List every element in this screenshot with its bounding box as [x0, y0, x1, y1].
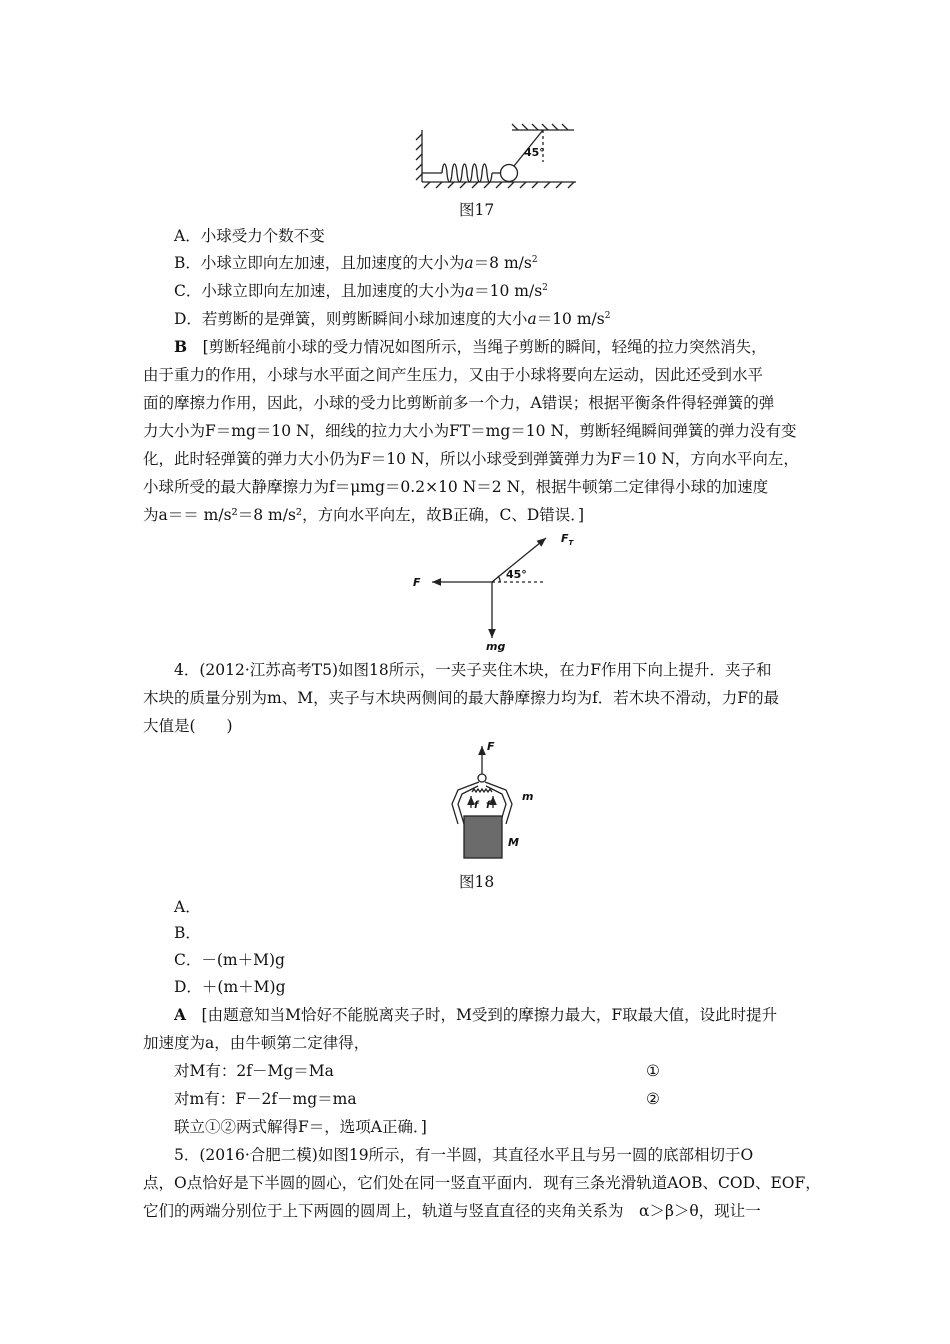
figure-18-label-big-m: M: [508, 836, 519, 849]
q3-explanation-line-5: 化，此时轻弹簧的弹力大小仍为F＝10 N，所以小球受到弹簧弹力为F＝10 N，方向水平向左，: [143, 450, 799, 468]
figure-18-label-m: m: [522, 790, 534, 803]
figure-18-label-f-left: f: [474, 800, 479, 811]
figure-18-label-f-force: F: [487, 740, 495, 753]
q3-explanation-line-6: 小球所受的最大静摩擦力为f＝μmg＝0.2×10 N＝2 N，根据牛顿第二定律得小球的加速度: [143, 478, 769, 496]
q4-equation-1-mark: ①: [646, 1062, 660, 1080]
figure-17-caption: 图17: [459, 201, 495, 219]
q5-stem-line-3: 它们的两端分别位于上下两圆的圆周上，轨道与竖直直径的夹角关系为 α＞β＞θ，现让一: [143, 1202, 761, 1220]
q4-equation-2: 对m有：F－2f－mg＝ma ②: [174, 1090, 660, 1108]
q3-explanation-line-1: B [剪断轻绳前小球的受力情况如图所示，当绳子剪断的瞬间，轻绳的拉力突然消失，: [174, 337, 767, 356]
q3-option-a: A．小球受力个数不变: [174, 227, 325, 245]
figure-17-spring-ball: [412, 122, 578, 192]
q4-answer-letter: A: [174, 1005, 187, 1024]
q3-option-d: D．若剪断的是弹簧，则剪断瞬间小球加速度的大小a＝10 $m/s^2$: [174, 310, 611, 328]
force-label-ft: $F_T$: [561, 532, 574, 547]
q4-explanation-line-2: 加速度为a，由牛顿第二定律得，: [143, 1034, 370, 1052]
q4-stem-line-2: 木块的质量分别为m、M，夹子与木块两侧间的最大静摩擦力均为f．若木块不滑动，力F的最: [143, 689, 780, 707]
q3-explanation-line-2: 由于重力的作用，小球与水平面之间产生压力，又由于小球将要向左运动，因此还受到水平: [143, 366, 764, 384]
q3-explanation-line-4: 力大小为F＝mg＝10 N，细线的拉力大小为FT＝mg＝10 N，剪断轻绳瞬间弹簧的弹力没有变: [143, 422, 797, 440]
q4-option-c: C．－(m＋M)g: [174, 951, 285, 969]
q3-option-c: C．小球立即向左加速，且加速度的大小为a＝10 $m/s^2$: [174, 282, 548, 300]
figure-18-clamp-block: [438, 738, 548, 862]
force-diagram: [400, 528, 590, 654]
q4-equation-2-mark: ②: [646, 1090, 660, 1108]
q4-stem-line-1: 4．(2012·江苏高考T5)如图18所示，一夹子夹住木块，在力F作用下向上提升．夹子和: [174, 661, 772, 679]
q4-conclusion: 联立①②两式解得F＝，选项A正确．]: [174, 1118, 427, 1136]
force-label-mg: mg: [486, 640, 506, 653]
q5-stem-line-2: 点，O点恰好是下半圆的圆心，它们处在同一竖直平面内．现有三条光滑轨道AOB、COD、EOF，: [143, 1174, 821, 1192]
force-angle-label: 45°: [506, 568, 527, 581]
figure-17-angle-label: 45°: [524, 146, 545, 159]
q3-explanation-line-3: 面的摩擦力作用，因此，小球的受力比剪断前多一个力，A错误；根据平衡条件得轻弹簧的弹: [143, 394, 775, 412]
q3-option-b: B．小球立即向左加速，且加速度的大小为a＝8 $m/s^2$: [174, 254, 538, 272]
q4-equation-1: 对M有：2f－Mg＝Ma ①: [174, 1062, 660, 1080]
q5-stem-line-1: 5．(2016·合肥二模)如图19所示，有一半圆，其直径水平且与另一圆的底部相切于O: [174, 1146, 754, 1164]
figure-18-caption: 图18: [459, 873, 495, 891]
force-label-f: F: [413, 576, 421, 589]
q4-explanation-line-1: A [由题意知当M恰好不能脱离夹子时，M受到的摩擦力最大，F取最大值，设此时提升: [174, 1005, 778, 1024]
figure-18-label-f-right: f: [486, 800, 491, 811]
q4-stem-line-3: 大值是( ): [143, 717, 233, 735]
q3-explanation-line-7: 为a＝＝ m/s²＝8 m/s²，方向水平向左，故B正确，C、D错误．]: [143, 506, 585, 524]
q3-answer-letter: B: [174, 337, 188, 356]
q4-option-b: B．: [174, 924, 201, 942]
figure-18-block: [464, 816, 502, 858]
q4-option-d: D．＋(m＋M)g: [174, 978, 286, 996]
q4-option-a: A．: [174, 898, 201, 916]
